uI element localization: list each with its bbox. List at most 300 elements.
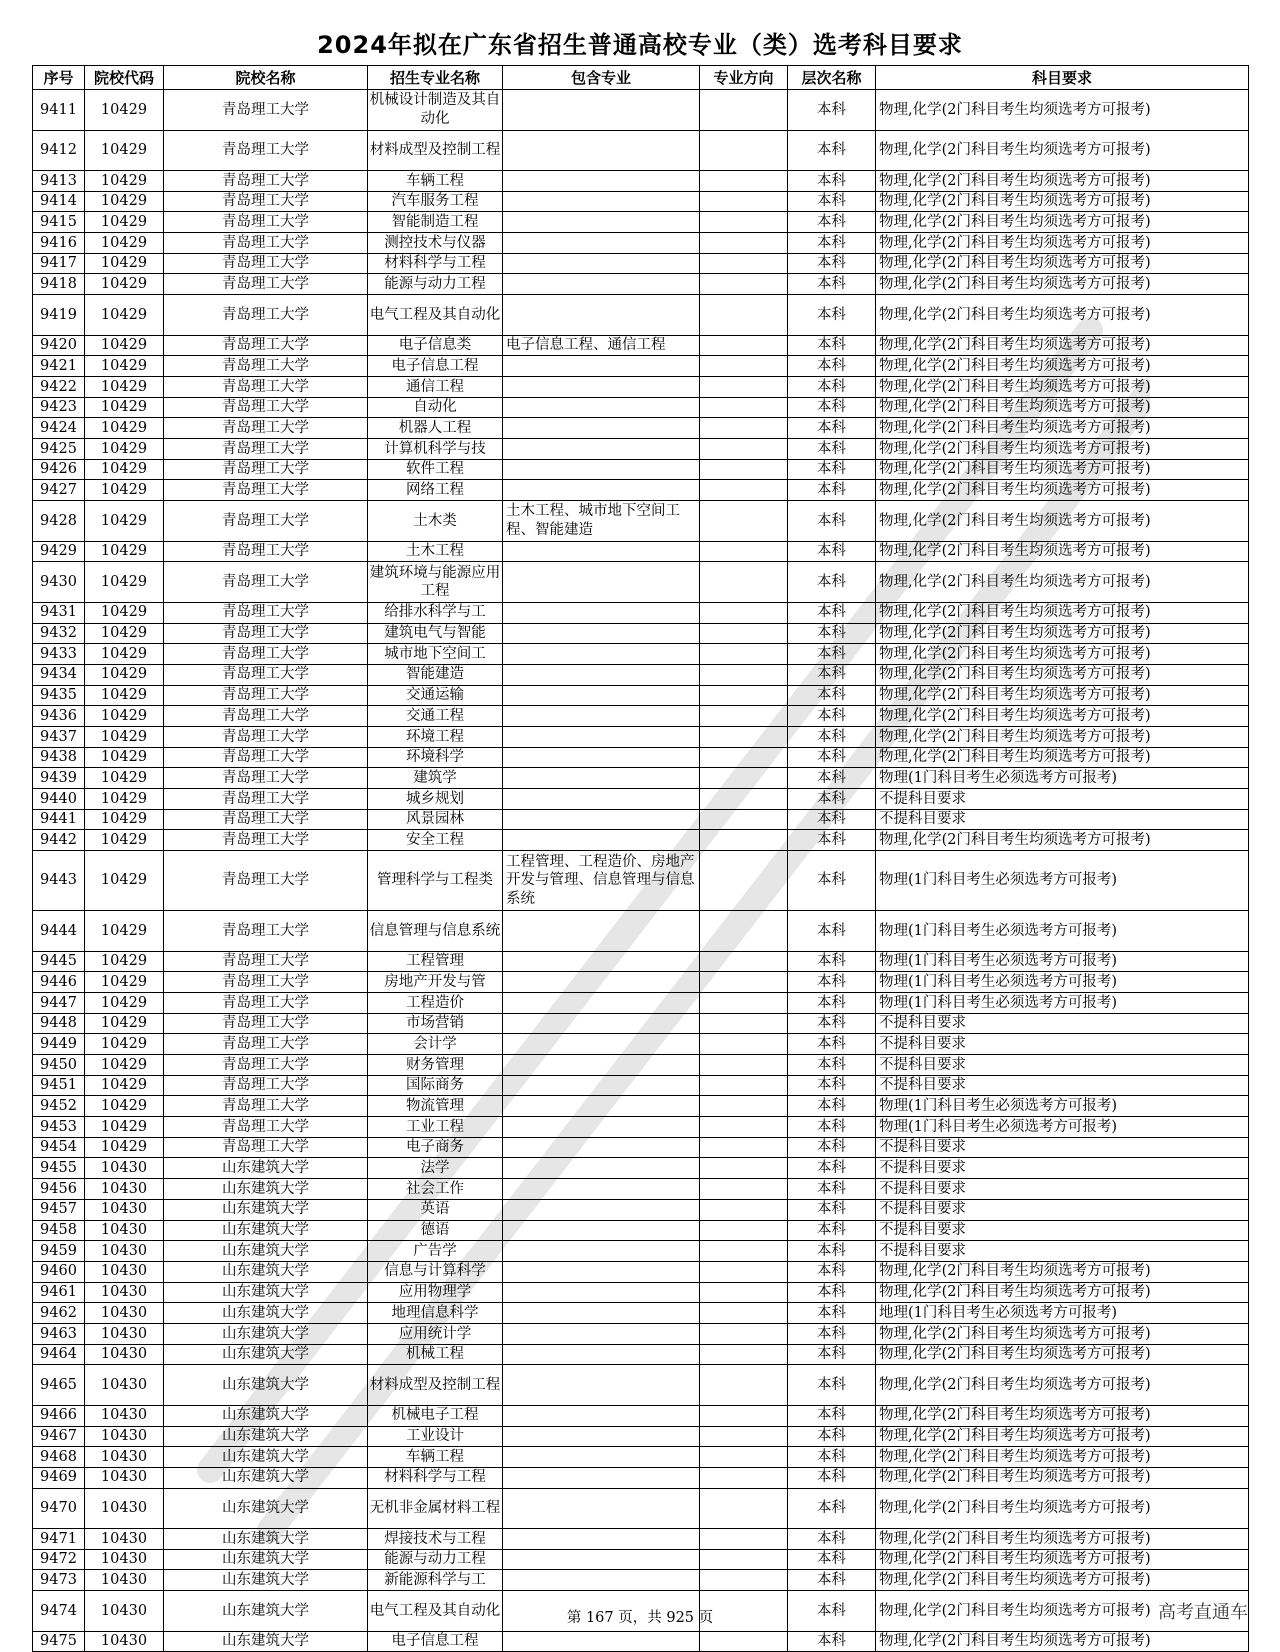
cell-requirement: 不提科目要求 [876,809,1249,830]
cell-included [503,1447,700,1468]
cell-included [503,1075,700,1096]
cell-code: 10430 [85,1158,164,1179]
cell-direction [700,1199,788,1220]
cell-no: 9418 [33,274,85,295]
cell-direction [700,562,788,603]
cell-school: 山东建筑大学 [164,1241,368,1262]
table-row [33,130,1249,171]
cell-major: 软件工程 [368,459,503,480]
cell-major: 汽车服务工程 [368,191,503,212]
table-row [33,1488,1249,1529]
cell-direction [700,1488,788,1529]
table-row [33,212,1249,233]
cell-school: 青岛理工大学 [164,397,368,418]
cell-major: 财务管理 [368,1055,503,1076]
cell-requirement: 物理,化学(2门科目考生均须选考方可报考) [876,562,1249,603]
cell-level: 本科 [788,541,876,562]
cell-school: 山东建筑大学 [164,1158,368,1179]
cell-requirement: 物理,化学(2门科目考生均须选考方可报考) [876,212,1249,233]
cell-no: 9413 [33,171,85,192]
cell-direction [700,951,788,972]
cell-level: 本科 [788,809,876,830]
table-row [33,397,1249,418]
cell-school: 青岛理工大学 [164,911,368,952]
cell-requirement: 不提科目要求 [876,1220,1249,1241]
cell-direction [700,1426,788,1447]
cell-school: 青岛理工大学 [164,356,368,377]
cell-code: 10429 [85,397,164,418]
table-row [33,1282,1249,1303]
cell-no: 9442 [33,830,85,851]
cell-included [503,951,700,972]
cell-requirement: 物理,化学(2门科目考生均须选考方可报考) [876,1570,1249,1591]
col-header-requirement: 科目要求 [876,66,1249,90]
cell-school: 山东建筑大学 [164,1199,368,1220]
cell-requirement: 不提科目要求 [876,1055,1249,1076]
cell-direction [700,747,788,768]
cell-no: 9411 [33,90,85,131]
cell-requirement: 物理(1门科目考生必须选考方可报考) [876,1096,1249,1117]
cell-included [503,233,700,254]
cell-requirement: 地理(1门科目考生必须选考方可报考) [876,1303,1249,1324]
table-row [33,685,1249,706]
cell-included [503,1405,700,1426]
cell-code: 10430 [85,1323,164,1344]
col-header-direction: 专业方向 [700,66,788,90]
cell-major: 信息与计算科学 [368,1261,503,1282]
cell-school: 青岛理工大学 [164,623,368,644]
cell-level: 本科 [788,1075,876,1096]
cell-requirement: 物理,化学(2门科目考生均须选考方可报考) [876,541,1249,562]
cell-code: 10429 [85,274,164,295]
cell-level: 本科 [788,1241,876,1262]
cell-direction [700,830,788,851]
cell-major: 测控技术与仪器 [368,233,503,254]
cell-requirement: 物理,化学(2门科目考生均须选考方可报考) [876,130,1249,171]
col-header-major: 招生专业名称 [368,66,503,90]
cell-direction [700,664,788,685]
cell-level: 本科 [788,1344,876,1365]
cell-code: 10429 [85,768,164,789]
cell-no: 9448 [33,1013,85,1034]
cell-no: 9429 [33,541,85,562]
cell-requirement: 物理,化学(2门科目考生均须选考方可报考) [876,1467,1249,1488]
table-row [33,171,1249,192]
table-header [33,66,1249,90]
cell-included [503,1365,700,1406]
cell-included [503,1220,700,1241]
cell-included [503,1137,700,1158]
cell-level: 本科 [788,1303,876,1324]
cell-direction [700,768,788,789]
cell-code: 10430 [85,1241,164,1262]
cell-school: 山东建筑大学 [164,1261,368,1282]
cell-direction [700,623,788,644]
cell-direction [700,253,788,274]
cell-included [503,1323,700,1344]
cell-no: 9465 [33,1365,85,1406]
cell-requirement: 物理,化学(2门科目考生均须选考方可报考) [876,1405,1249,1426]
cell-requirement: 物理,化学(2门科目考生均须选考方可报考) [876,253,1249,274]
cell-included [503,809,700,830]
cell-requirement: 不提科目要求 [876,1013,1249,1034]
cell-requirement: 物理,化学(2门科目考生均须选考方可报考) [876,274,1249,295]
cell-code: 10429 [85,356,164,377]
table-row [33,768,1249,789]
cell-no: 9461 [33,1282,85,1303]
table-row [33,1365,1249,1406]
cell-direction [700,459,788,480]
cell-major: 物流管理 [368,1096,503,1117]
cell-no: 9473 [33,1570,85,1591]
table-row [33,747,1249,768]
cell-included [503,706,700,727]
cell-included [503,439,700,460]
cell-included [503,1034,700,1055]
cell-code: 10429 [85,911,164,952]
cell-level: 本科 [788,562,876,603]
cell-included [503,1199,700,1220]
cell-included [503,1488,700,1529]
table-row [33,1117,1249,1138]
cell-school: 青岛理工大学 [164,501,368,542]
table-row [33,992,1249,1013]
cell-direction [700,1241,788,1262]
cell-level: 本科 [788,1034,876,1055]
cell-school: 青岛理工大学 [164,459,368,480]
cell-code: 10429 [85,851,164,911]
cell-requirement: 物理,化学(2门科目考生均须选考方可报考) [876,1261,1249,1282]
cell-level: 本科 [788,1158,876,1179]
cell-level: 本科 [788,397,876,418]
cell-no: 9466 [33,1405,85,1426]
cell-school: 青岛理工大学 [164,951,368,972]
cell-level: 本科 [788,1426,876,1447]
cell-no: 9431 [33,602,85,623]
cell-level: 本科 [788,356,876,377]
cell-requirement: 物理,化学(2门科目考生均须选考方可报考) [876,335,1249,356]
cell-level: 本科 [788,1055,876,1076]
cell-code: 10429 [85,1117,164,1138]
cell-school: 青岛理工大学 [164,789,368,810]
cell-no: 9440 [33,789,85,810]
table-row [33,1220,1249,1241]
cell-code: 10429 [85,130,164,171]
cell-requirement: 物理,化学(2门科目考生均须选考方可报考) [876,685,1249,706]
cell-requirement: 物理,化学(2门科目考生均须选考方可报考) [876,1447,1249,1468]
cell-school: 山东建筑大学 [164,1631,368,1652]
cell-no: 9424 [33,418,85,439]
cell-no: 9425 [33,439,85,460]
table-row [33,1529,1249,1550]
cell-direction [700,1096,788,1117]
cell-code: 10429 [85,726,164,747]
cell-direction [700,706,788,727]
cell-level: 本科 [788,274,876,295]
cell-level: 本科 [788,1631,876,1652]
cell-code: 10429 [85,253,164,274]
cell-major: 计算机科学与技 [368,439,503,460]
cell-level: 本科 [788,335,876,356]
cell-code: 10429 [85,1137,164,1158]
table-row [33,1137,1249,1158]
cell-requirement: 物理,化学(2门科目考生均须选考方可报考) [876,1426,1249,1447]
table-row [33,789,1249,810]
cell-no: 9457 [33,1199,85,1220]
cell-included [503,1549,700,1570]
cell-level: 本科 [788,911,876,952]
cell-level: 本科 [788,418,876,439]
cell-direction [700,191,788,212]
cell-school: 青岛理工大学 [164,706,368,727]
cell-requirement: 物理,化学(2门科目考生均须选考方可报考) [876,295,1249,336]
cell-school: 青岛理工大学 [164,809,368,830]
cell-no: 9456 [33,1179,85,1200]
table-row [33,562,1249,603]
cell-school: 山东建筑大学 [164,1591,368,1632]
cell-code: 10429 [85,1055,164,1076]
table-row [33,480,1249,501]
cell-level: 本科 [788,1220,876,1241]
table-row [33,295,1249,336]
cell-level: 本科 [788,768,876,789]
cell-major: 材料成型及控制工程 [368,1365,503,1406]
cell-major: 建筑学 [368,768,503,789]
col-header-no: 序号 [33,66,85,90]
table-row [33,459,1249,480]
cell-school: 青岛理工大学 [164,1137,368,1158]
cell-school: 青岛理工大学 [164,335,368,356]
cell-no: 9468 [33,1447,85,1468]
cell-major: 地理信息科学 [368,1303,503,1324]
cell-included [503,911,700,952]
table-row [33,335,1249,356]
cell-code: 10430 [85,1220,164,1241]
cell-level: 本科 [788,1323,876,1344]
cell-requirement: 物理,化学(2门科目考生均须选考方可报考) [876,439,1249,460]
cell-code: 10429 [85,335,164,356]
cell-major: 能源与动力工程 [368,1549,503,1570]
cell-requirement: 物理,化学(2门科目考生均须选考方可报考) [876,830,1249,851]
table-row [33,1055,1249,1076]
cell-no: 9430 [33,562,85,603]
cell-included [503,623,700,644]
cell-school: 青岛理工大学 [164,747,368,768]
cell-included: 土木工程、城市地下空间工程、智能建造 [503,501,700,542]
col-header-school: 院校名称 [164,66,368,90]
cell-level: 本科 [788,1529,876,1550]
cell-requirement: 物理,化学(2门科目考生均须选考方可报考) [876,377,1249,398]
cell-no: 9472 [33,1549,85,1570]
cell-major: 工业工程 [368,1117,503,1138]
cell-included [503,480,700,501]
cell-level: 本科 [788,1488,876,1529]
cell-level: 本科 [788,644,876,665]
cell-included: 工程管理、工程造价、房地产开发与管理、信息管理与信息系统 [503,851,700,911]
cell-included [503,1570,700,1591]
cell-direction [700,541,788,562]
cell-direction [700,1055,788,1076]
cell-requirement: 物理,化学(2门科目考生均须选考方可报考) [876,726,1249,747]
cell-requirement: 物理(1门科目考生必须选考方可报考) [876,851,1249,911]
cell-included [503,1117,700,1138]
cell-major: 电子商务 [368,1137,503,1158]
cell-no: 9446 [33,972,85,993]
cell-included [503,253,700,274]
cell-no: 9463 [33,1323,85,1344]
cell-requirement: 物理,化学(2门科目考生均须选考方可报考) [876,397,1249,418]
cell-requirement: 不提科目要求 [876,1241,1249,1262]
cell-code: 10430 [85,1591,164,1632]
cell-code: 10429 [85,191,164,212]
cell-included [503,789,700,810]
table-row [33,851,1249,911]
page-footer: 第 167 页，共 925 页 [566,1610,714,1626]
table-row [33,1426,1249,1447]
cell-major: 工程管理 [368,951,503,972]
cell-major: 车辆工程 [368,171,503,192]
cell-no: 9427 [33,480,85,501]
cell-no: 9467 [33,1426,85,1447]
cell-code: 10429 [85,664,164,685]
cell-direction [700,1631,788,1652]
cell-included [503,1303,700,1324]
table-row [33,972,1249,993]
cell-direction [700,972,788,993]
cell-no: 9460 [33,1261,85,1282]
cell-no: 9417 [33,253,85,274]
cell-direction [700,274,788,295]
cell-school: 青岛理工大学 [164,992,368,1013]
cell-code: 10429 [85,295,164,336]
cell-no: 9469 [33,1467,85,1488]
cell-level: 本科 [788,1096,876,1117]
cell-requirement: 不提科目要求 [876,1179,1249,1200]
cell-school: 山东建筑大学 [164,1549,368,1570]
table-row [33,1158,1249,1179]
cell-no: 9436 [33,706,85,727]
cell-direction [700,1529,788,1550]
cell-direction [700,212,788,233]
cell-major: 机器人工程 [368,418,503,439]
cell-no: 9450 [33,1055,85,1076]
cell-major: 建筑环境与能源应用工程 [368,562,503,603]
cell-included [503,747,700,768]
cell-school: 青岛理工大学 [164,130,368,171]
cell-school: 山东建筑大学 [164,1488,368,1529]
cell-requirement: 物理(1门科目考生必须选考方可报考) [876,992,1249,1013]
table-row [33,1631,1249,1652]
cell-code: 10429 [85,992,164,1013]
cell-level: 本科 [788,1137,876,1158]
table-row [33,1096,1249,1117]
cell-requirement: 物理,化学(2门科目考生均须选考方可报考) [876,1488,1249,1529]
cell-level: 本科 [788,747,876,768]
cell-direction [700,171,788,192]
col-header-included: 包含专业 [503,66,700,90]
cell-code: 10429 [85,377,164,398]
cell-level: 本科 [788,191,876,212]
cell-school: 山东建筑大学 [164,1303,368,1324]
table-row [33,1075,1249,1096]
cell-school: 青岛理工大学 [164,541,368,562]
cell-code: 10429 [85,90,164,131]
cell-code: 10429 [85,685,164,706]
cell-code: 10430 [85,1199,164,1220]
cell-major: 材料科学与工程 [368,1467,503,1488]
cell-major: 城市地下空间工 [368,644,503,665]
cell-requirement: 物理,化学(2门科目考生均须选考方可报考) [876,664,1249,685]
table-row [33,356,1249,377]
cell-requirement: 物理,化学(2门科目考生均须选考方可报考) [876,356,1249,377]
cell-school: 青岛理工大学 [164,295,368,336]
cell-school: 青岛理工大学 [164,602,368,623]
cell-major: 房地产开发与管 [368,972,503,993]
cell-no: 9428 [33,501,85,542]
cell-level: 本科 [788,1570,876,1591]
cell-requirement: 不提科目要求 [876,1199,1249,1220]
table-row [33,233,1249,254]
cell-school: 山东建筑大学 [164,1344,368,1365]
cell-level: 本科 [788,1365,876,1406]
cell-direction [700,1034,788,1055]
cell-school: 山东建筑大学 [164,1570,368,1591]
cell-requirement: 物理,化学(2门科目考生均须选考方可报考) [876,480,1249,501]
cell-school: 山东建筑大学 [164,1179,368,1200]
cell-included [503,1179,700,1200]
cell-code: 10429 [85,541,164,562]
cell-major: 智能制造工程 [368,212,503,233]
cell-requirement: 物理,化学(2门科目考生均须选考方可报考) [876,1549,1249,1570]
cell-major: 工程造价 [368,992,503,1013]
cell-included [503,212,700,233]
cell-level: 本科 [788,1179,876,1200]
cell-included [503,768,700,789]
cell-code: 10429 [85,972,164,993]
cell-major: 电气工程及其自动化 [368,1591,503,1632]
cell-no: 9432 [33,623,85,644]
cell-requirement: 不提科目要求 [876,1075,1249,1096]
table-row [33,191,1249,212]
cell-level: 本科 [788,706,876,727]
cell-code: 10429 [85,459,164,480]
cell-school: 青岛理工大学 [164,664,368,685]
cell-included [503,1631,700,1652]
cell-included [503,830,700,851]
cell-no: 9419 [33,295,85,336]
cell-no: 9449 [33,1034,85,1055]
cell-code: 10430 [85,1179,164,1200]
cell-direction [700,1447,788,1468]
cell-school: 青岛理工大学 [164,768,368,789]
cell-direction [700,501,788,542]
cell-major: 国际商务 [368,1075,503,1096]
cell-direction [700,295,788,336]
cell-no: 9438 [33,747,85,768]
cell-requirement: 物理,化学(2门科目考生均须选考方可报考) [876,171,1249,192]
table-row [33,90,1249,131]
cell-code: 10429 [85,418,164,439]
cell-included [503,397,700,418]
cell-included [503,1055,700,1076]
cell-major: 电子信息类 [368,335,503,356]
cell-school: 青岛理工大学 [164,972,368,993]
cell-school: 青岛理工大学 [164,1055,368,1076]
cell-requirement: 物理,化学(2门科目考生均须选考方可报考) [876,706,1249,727]
cell-school: 青岛理工大学 [164,685,368,706]
cell-requirement: 物理,化学(2门科目考生均须选考方可报考) [876,644,1249,665]
table-row [33,602,1249,623]
